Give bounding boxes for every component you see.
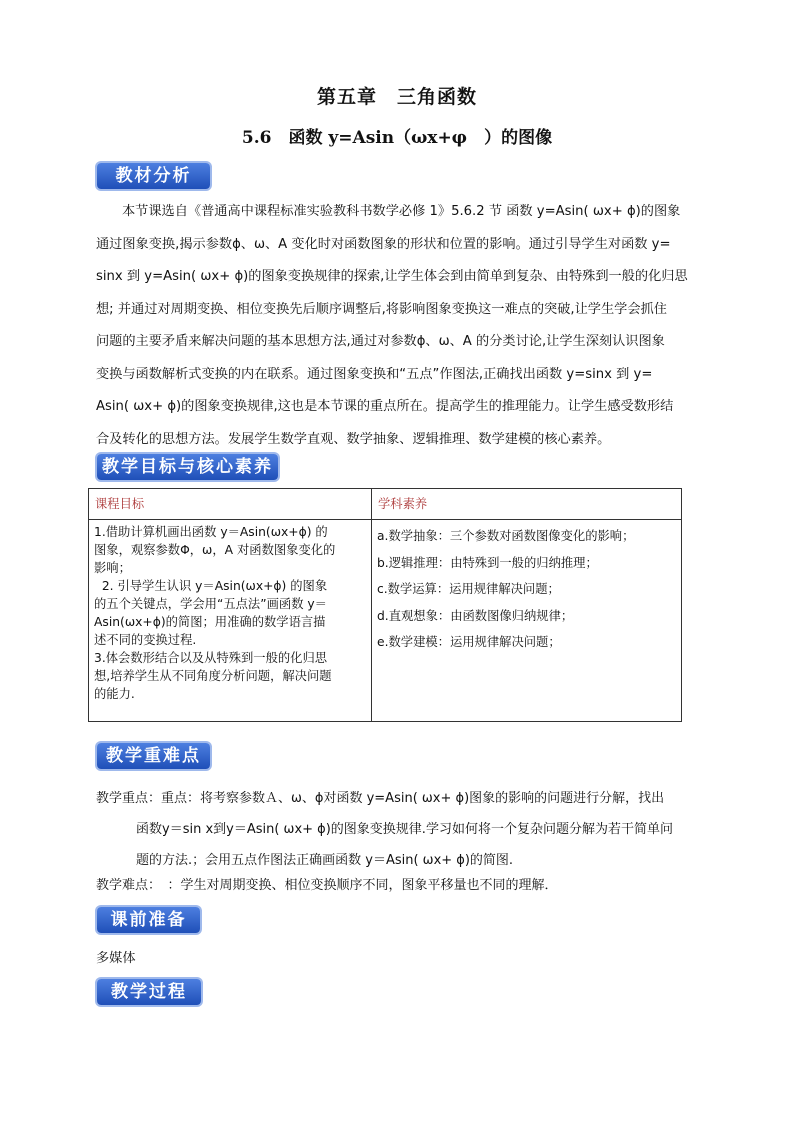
goal-line: 想,培养学生从不同角度分析问题，解决问题 bbox=[94, 669, 332, 683]
goal-line: 1.借助计算机画出函数 y＝Asin(ωx+ϕ) 的 bbox=[94, 525, 328, 539]
analysis-line: sinx 到 y=Asin( ωx+ ϕ)的图象变换规律的探索,让学生体会到由简单到复杂、由特殊到一般的化归思 bbox=[96, 269, 688, 284]
analysis-line: 想; 并通过对周期变换、相位变换先后顺序调整后,将影响图象变换这一难点的突破,让学生学会抓住 bbox=[96, 301, 667, 317]
banner-textbook-analysis: 教材分析 bbox=[97, 163, 210, 189]
goal-line: 述不同的变换过程. bbox=[94, 633, 197, 647]
banner-preparation: 课前准备 bbox=[97, 907, 200, 933]
section-title: 5.6 函数 y=Asin（ωx+φ ）的图像 bbox=[241, 128, 553, 148]
preparation-text: 多媒体 bbox=[96, 951, 136, 966]
analysis-line: 问题的主要矛盾来解决问题的基本思想方法,通过对参数ϕ、ω、A 的分类讨论,让学生深刻认识图象 bbox=[96, 334, 665, 349]
important-point-line: 函数y＝sin x到y＝Asin( ωx+ ϕ)的图象变换规律.学习如何将一个复杂问题分解为若干简单问 bbox=[136, 822, 673, 837]
literacy-item: a.数学抽象：三个参数对函数图像变化的影响； bbox=[377, 529, 635, 543]
important-point-line: 教学重点：重点：将考察参数Ａ、ω、ϕ对函数 y=Asin( ωx+ ϕ)图象的影响的问题进行分解，找出 bbox=[96, 791, 665, 806]
banner-key-difficult-points: 教学重难点 bbox=[97, 743, 210, 769]
goal-line: Asin(ωx+ϕ)的简图；用准确的数学语言描 bbox=[94, 615, 326, 629]
goals-table bbox=[88, 488, 682, 722]
literacy-item: c.数学运算：运用规律解决问题； bbox=[377, 582, 560, 596]
goal-line: 3.体会数形结合以及从特殊到一般的化归思 bbox=[94, 651, 328, 665]
chapter-title: 第五章 三角函数 bbox=[316, 86, 477, 108]
header-subject-literacy: 学科素养 bbox=[372, 489, 682, 520]
analysis-line: 合及转化的思想方法。发展学生数学直观、数学抽象、逻辑推理、数学建模的核心素养。 bbox=[96, 431, 611, 447]
goal-line: 图象，观察参数Φ，ω，A 对函数图象变化的 bbox=[94, 543, 336, 557]
analysis-line: 通过图象变换,揭示参数ϕ、ω、A 变化时对函数图象的形状和位置的影响。通过引导学生对函数 y= bbox=[96, 236, 671, 252]
literacy-item: b.逻辑推理：由特殊到一般的归纳推理； bbox=[377, 555, 598, 570]
goal-line: 2. 引导学生认识 y＝Asin(ωx+ϕ) 的图象 bbox=[94, 579, 328, 593]
goal-line: 的能力. bbox=[94, 687, 135, 701]
banner-goals-literacy: 教学目标与核心素养 bbox=[97, 454, 278, 480]
important-point-line: 题的方法.；会用五点作图法正确画函数 y＝Asin( ωx+ ϕ)的简图. bbox=[136, 853, 514, 868]
goal-line: 的五个关键点，学会用“五点法”画函数 y＝ bbox=[94, 597, 327, 611]
goal-line: 影响； bbox=[94, 561, 131, 575]
literacy-item: d.直观想象：由函数图像归纳规律； bbox=[377, 608, 574, 623]
banner-teaching-process: 教学过程 bbox=[97, 979, 201, 1005]
analysis-line: Asin( ωx+ ϕ)的图象变换规律,这也是本节课的重点所在。提高学生的推理能力。让学生感受数形结 bbox=[96, 399, 674, 414]
header-course-goals: 课程目标 bbox=[89, 489, 372, 520]
analysis-line: 变换与函数解析式变换的内在联系。通过图象变换和“五点”作图法,正确找出函数 y=sinx 到 y= bbox=[96, 366, 653, 382]
analysis-line: 本节课选自《普通高中课程标准实验教科书数学必修 1》5.6.2 节 函数 y=Asin( ωx+ ϕ)的图象 bbox=[122, 204, 681, 219]
course-goals-cell bbox=[89, 520, 372, 722]
analysis-paragraph bbox=[96, 196, 696, 456]
difficult-point-line: 教学难点： ：学生对周期变换、相位变换顺序不同，图象平移量也不同的理解． bbox=[96, 878, 558, 893]
literacy-item: e.数学建模：运用规律解决问题； bbox=[377, 635, 561, 649]
subject-literacy-cell bbox=[372, 520, 682, 722]
